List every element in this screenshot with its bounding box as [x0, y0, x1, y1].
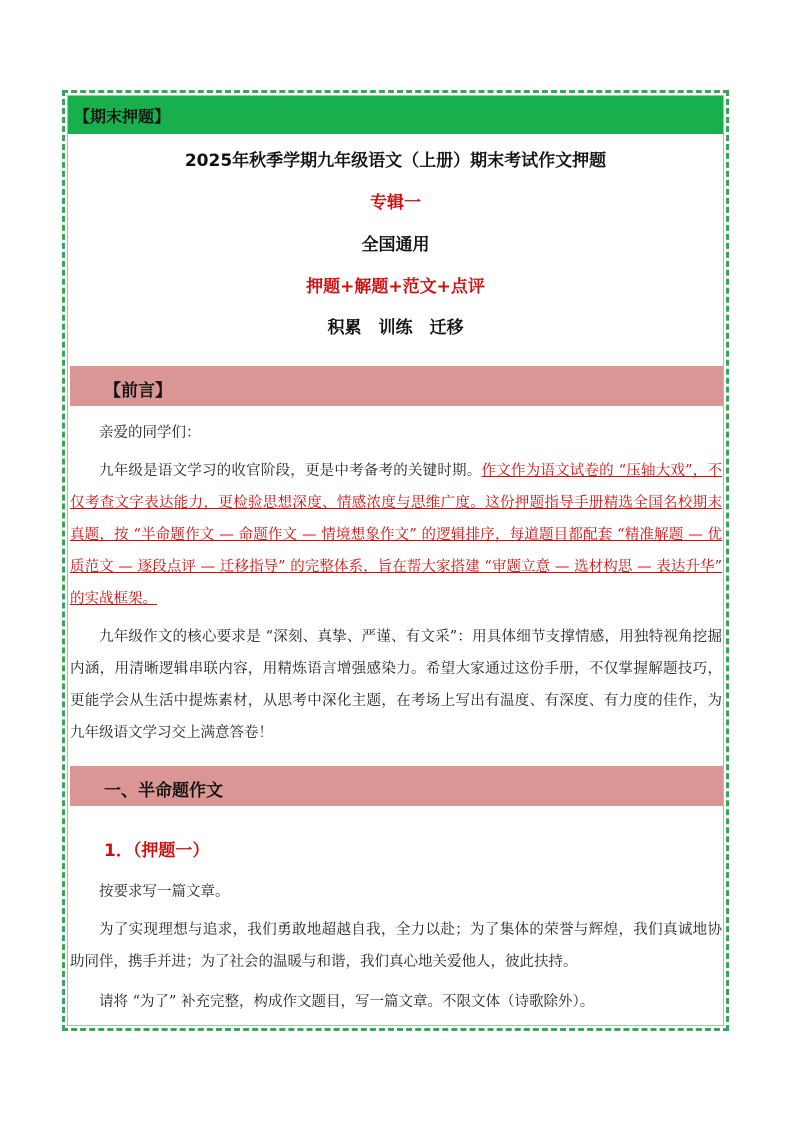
motto-label: 积累 训练 迁移	[327, 318, 464, 338]
badge-label: 【期末押题】	[74, 107, 171, 126]
question-instruction: 按要求写一篇文章。	[99, 884, 230, 900]
special-edition-label: 专辑一	[370, 193, 421, 213]
preface-paragraph-2: 九年级作文的核心要求是 “深刻、真挚、严谨、有文采”：用具体细节支撑情感，用独特视角挖掘内涵，用清晰逻辑串联内容，用精炼语言增强感染力。希望大家通过这份手册，不仅掌握解题技巧，更能学会从生活中提炼素材，从思考中深化主题，在考场上写出有温度、有深度、有力度的佳作，为九年级语文学习交上满意答卷！	[70, 629, 722, 741]
question-requirement: 请将 “为了” 补充完整，构成作文题目，写一篇文章。不限文体（诗歌除外）。	[99, 994, 595, 1010]
preface-greeting: 亲爱的同学们：	[99, 425, 201, 441]
question-material: 为了实现理想与追求，我们勇敢地超越自我，全力以赴；为了集体的荣誉与辉煌，我们真诚地协助同伴，携手并进；为了社会的温暖与和谐，我们真心地关爱他人，彼此扶持。	[70, 922, 722, 970]
document-title: 2025年秋季学期九年级语文（上册）期末考试作文押题	[184, 151, 607, 171]
preface-heading: 【前言】	[104, 381, 172, 401]
formula-label: 押题+解题+范文+点评	[306, 277, 485, 297]
scope-label: 全国通用	[361, 235, 430, 255]
preface-paragraph-1-highlight: 作文作为语文试卷的 “压轴大戏”，不仅考查文字表达能力，更检验思想深度、情感浓度与思维广度。这份押题指导手册精选全国名校期末真题，按 “半命题作文 — 命题作文 — 情境想象作文” 的逻辑排序，每道题目都配套 “精准解题 — 优质范文 — 逐段点评 — 迁移指导” 的完整体系，旨在帮大家搭建 “审题立意 — 选材构思 — 表达升华” 的实战框架。	[70, 463, 723, 607]
preface-paragraph-1	[70, 455, 722, 615]
section1-heading: 一、半命题作文	[104, 781, 223, 801]
preface-paragraph-1-plain: 九年级是语文学习的收官阶段，更是中考备考的关键时期。	[99, 463, 482, 479]
question-heading: 1．（押题一）	[104, 841, 210, 861]
